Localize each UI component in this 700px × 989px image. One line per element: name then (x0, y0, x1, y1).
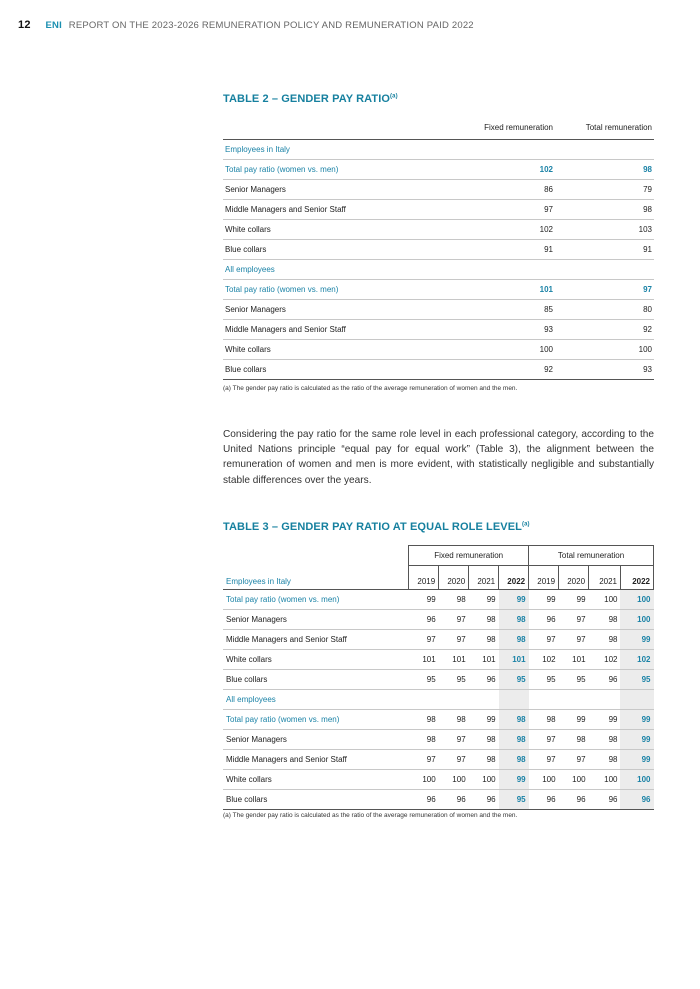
cell-value: 98 (589, 750, 621, 770)
cell-value: 97 (529, 750, 559, 770)
cell-value: 97 (559, 750, 589, 770)
table-row (223, 360, 654, 380)
cell-value: 99 (620, 710, 653, 730)
row-label: Senior Managers (223, 180, 463, 200)
table-row (223, 320, 654, 340)
cell-value: 102 (589, 650, 621, 670)
cell-total: 91 (555, 240, 654, 260)
row-label: Senior Managers (223, 730, 409, 750)
cell-value: 96 (529, 790, 559, 810)
cell-value (589, 690, 621, 710)
table3-title-note: (a) (522, 521, 530, 528)
cell-value: 98 (469, 730, 499, 750)
table2-header-row (223, 115, 654, 140)
cell-fixed: 92 (463, 360, 555, 380)
cell-value: 97 (529, 630, 559, 650)
year-header: 2020 (439, 566, 469, 590)
table3-group-header-row (223, 546, 654, 566)
cell-fixed: 93 (463, 320, 555, 340)
cell-total: 79 (555, 180, 654, 200)
cell-total: 98 (555, 160, 654, 180)
table-row (223, 630, 654, 650)
cell-value: 98 (589, 730, 621, 750)
cell-fixed: 85 (463, 300, 555, 320)
cell-value: 95 (499, 790, 529, 810)
cell-value (469, 690, 499, 710)
cell-value: 96 (559, 790, 589, 810)
row-label: Total pay ratio (women vs. men) (223, 280, 463, 300)
table2-title: TABLE 2 – GENDER PAY RATIO$^{(a)}$ (223, 93, 398, 105)
cell-total: 97 (555, 280, 654, 300)
cell-value: 98 (559, 730, 589, 750)
table-row (223, 160, 654, 180)
cell-value: 98 (529, 710, 559, 730)
cell-value: 100 (589, 770, 621, 790)
cell-value: 98 (589, 630, 621, 650)
cell-value: 96 (469, 790, 499, 810)
cell-value: 98 (499, 630, 529, 650)
table-row (223, 610, 654, 630)
row-label: White collars (223, 220, 463, 240)
cell-fixed: 97 (463, 200, 555, 220)
cell-total (555, 140, 654, 160)
cell-value: 101 (439, 650, 469, 670)
table3-group-total: Total remuneration (529, 546, 654, 566)
cell-value: 97 (559, 630, 589, 650)
table3-group-fixed: Fixed remuneration (409, 546, 529, 566)
table2-col-fixed: Fixed remuneration (463, 115, 555, 140)
cell-value: 100 (589, 590, 621, 610)
cell-value: 96 (469, 670, 499, 690)
table-row (223, 340, 654, 360)
cell-value: 100 (439, 770, 469, 790)
table-row (223, 180, 654, 200)
row-label: White collars (223, 770, 409, 790)
cell-value: 95 (559, 670, 589, 690)
row-label: Blue collars (223, 790, 409, 810)
cell-value: 97 (409, 750, 439, 770)
table-row (223, 220, 654, 240)
cell-value (439, 690, 469, 710)
page-number: 12 (18, 19, 31, 31)
cell-value: 95 (409, 670, 439, 690)
row-label: Middle Managers and Senior Staff (223, 630, 409, 650)
page-header (18, 19, 474, 31)
cell-value: 100 (620, 770, 653, 790)
cell-value: 97 (559, 610, 589, 630)
cell-total (555, 260, 654, 280)
cell-value: 96 (439, 790, 469, 810)
table2-col-total: Total remuneration (555, 115, 654, 140)
cell-value: 96 (529, 610, 559, 630)
report-title: REPORT ON THE 2023-2026 REMUNERATION POLICY AND REMUNERATION PAID 2022 (68, 20, 474, 31)
cell-value: 99 (620, 730, 653, 750)
table3-footnote: (a) The gender pay ratio is calculated as the ratio of the average remuneration of women and the men. (223, 812, 518, 819)
cell-value: 98 (439, 590, 469, 610)
table-row (223, 690, 654, 710)
cell-value: 100 (409, 770, 439, 790)
row-label: Blue collars (223, 670, 409, 690)
table-row (223, 650, 654, 670)
cell-value (559, 690, 589, 710)
cell-value (409, 690, 439, 710)
row-label: Employees in Italy (223, 140, 463, 160)
cell-value: 97 (409, 630, 439, 650)
table3-title: TABLE 3 – GENDER PAY RATIO AT EQUAL ROLE LEVEL$^{(a)}$ (223, 521, 530, 533)
cell-value: 99 (409, 590, 439, 610)
cell-value: 100 (469, 770, 499, 790)
cell-value: 102 (620, 650, 653, 670)
table-row (223, 260, 654, 280)
cell-value: 101 (469, 650, 499, 670)
cell-fixed (463, 260, 555, 280)
cell-value: 100 (529, 770, 559, 790)
cell-value: 98 (469, 610, 499, 630)
cell-value: 96 (409, 610, 439, 630)
year-header: 2022 (620, 566, 653, 590)
cell-value (499, 690, 529, 710)
cell-value: 99 (620, 750, 653, 770)
row-label: Senior Managers (223, 610, 409, 630)
cell-fixed: 86 (463, 180, 555, 200)
cell-value: 99 (469, 590, 499, 610)
cell-value: 99 (499, 770, 529, 790)
cell-total: 80 (555, 300, 654, 320)
cell-total: 103 (555, 220, 654, 240)
cell-value: 101 (559, 650, 589, 670)
row-label: Total pay ratio (women vs. men) (223, 710, 409, 730)
cell-value: 99 (499, 590, 529, 610)
brand-name: ENI (45, 20, 62, 31)
cell-value: 98 (499, 730, 529, 750)
cell-value: 95 (529, 670, 559, 690)
cell-value: 98 (469, 750, 499, 770)
cell-value (620, 690, 653, 710)
cell-value: 97 (439, 630, 469, 650)
cell-fixed: 102 (463, 220, 555, 240)
table-row (223, 240, 654, 260)
cell-value: 102 (529, 650, 559, 670)
table3-row-header: Employees in Italy (223, 566, 409, 590)
table-row (223, 770, 654, 790)
cell-value: 99 (620, 630, 653, 650)
cell-value: 96 (589, 670, 621, 690)
cell-total: 100 (555, 340, 654, 360)
cell-total: 98 (555, 200, 654, 220)
cell-value: 98 (409, 710, 439, 730)
cell-value: 99 (469, 710, 499, 730)
cell-value: 98 (499, 750, 529, 770)
table-row (223, 300, 654, 320)
table-row (223, 750, 654, 770)
table2 (223, 115, 654, 380)
cell-value: 99 (589, 710, 621, 730)
cell-value: 96 (620, 790, 653, 810)
cell-value: 98 (499, 610, 529, 630)
row-label: White collars (223, 650, 409, 670)
table-row (223, 590, 654, 610)
cell-value: 99 (529, 590, 559, 610)
cell-fixed: 101 (463, 280, 555, 300)
cell-value (529, 690, 559, 710)
cell-value: 97 (439, 730, 469, 750)
row-label: Middle Managers and Senior Staff (223, 320, 463, 340)
table-row (223, 710, 654, 730)
cell-total: 93 (555, 360, 654, 380)
row-label: Blue collars (223, 360, 463, 380)
table2-footnote: (a) The gender pay ratio is calculated as the ratio of the average remuneration of women and the men. (223, 385, 518, 392)
body-paragraph: Considering the pay ratio for the same role level in each professional category, according to the United Nations principle “equal pay for equal work” (Table 3), the alignment between the remuneration of women and men is more evident, with statistically negligible and substantially stable differences over the years. (223, 429, 654, 486)
table-row (223, 140, 654, 160)
table-row (223, 730, 654, 750)
table3-year-header-row (223, 566, 654, 590)
cell-fixed: 100 (463, 340, 555, 360)
cell-value: 96 (589, 790, 621, 810)
row-label: Total pay ratio (women vs. men) (223, 160, 463, 180)
table-row (223, 200, 654, 220)
cell-value: 98 (409, 730, 439, 750)
cell-value: 99 (559, 590, 589, 610)
cell-value: 101 (499, 650, 529, 670)
cell-value: 97 (439, 750, 469, 770)
year-header: 2019 (529, 566, 559, 590)
cell-value: 99 (559, 710, 589, 730)
cell-fixed (463, 140, 555, 160)
year-header: 2021 (469, 566, 499, 590)
row-label: Total pay ratio (women vs. men) (223, 590, 409, 610)
table-row (223, 790, 654, 810)
cell-total: 92 (555, 320, 654, 340)
year-header: 2020 (559, 566, 589, 590)
cell-fixed: 102 (463, 160, 555, 180)
cell-value: 98 (439, 710, 469, 730)
year-header: 2021 (589, 566, 621, 590)
year-header: 2019 (409, 566, 439, 590)
cell-value: 95 (499, 670, 529, 690)
cell-value: 100 (559, 770, 589, 790)
cell-value: 95 (439, 670, 469, 690)
row-label: All employees (223, 260, 463, 280)
cell-value: 97 (529, 730, 559, 750)
cell-value: 100 (620, 610, 653, 630)
table2-title-note: (a) (390, 93, 398, 100)
table3 (223, 545, 654, 810)
row-label: All employees (223, 690, 409, 710)
table-row (223, 670, 654, 690)
cell-value: 101 (409, 650, 439, 670)
cell-fixed: 91 (463, 240, 555, 260)
cell-value: 98 (499, 710, 529, 730)
cell-value: 98 (469, 630, 499, 650)
row-label: White collars (223, 340, 463, 360)
table-row (223, 280, 654, 300)
row-label: Middle Managers and Senior Staff (223, 750, 409, 770)
row-label: Middle Managers and Senior Staff (223, 200, 463, 220)
row-label: Blue collars (223, 240, 463, 260)
cell-value: 95 (620, 670, 653, 690)
year-header: 2022 (499, 566, 529, 590)
cell-value: 96 (409, 790, 439, 810)
row-label: Senior Managers (223, 300, 463, 320)
cell-value: 97 (439, 610, 469, 630)
cell-value: 98 (589, 610, 621, 630)
cell-value: 100 (620, 590, 653, 610)
